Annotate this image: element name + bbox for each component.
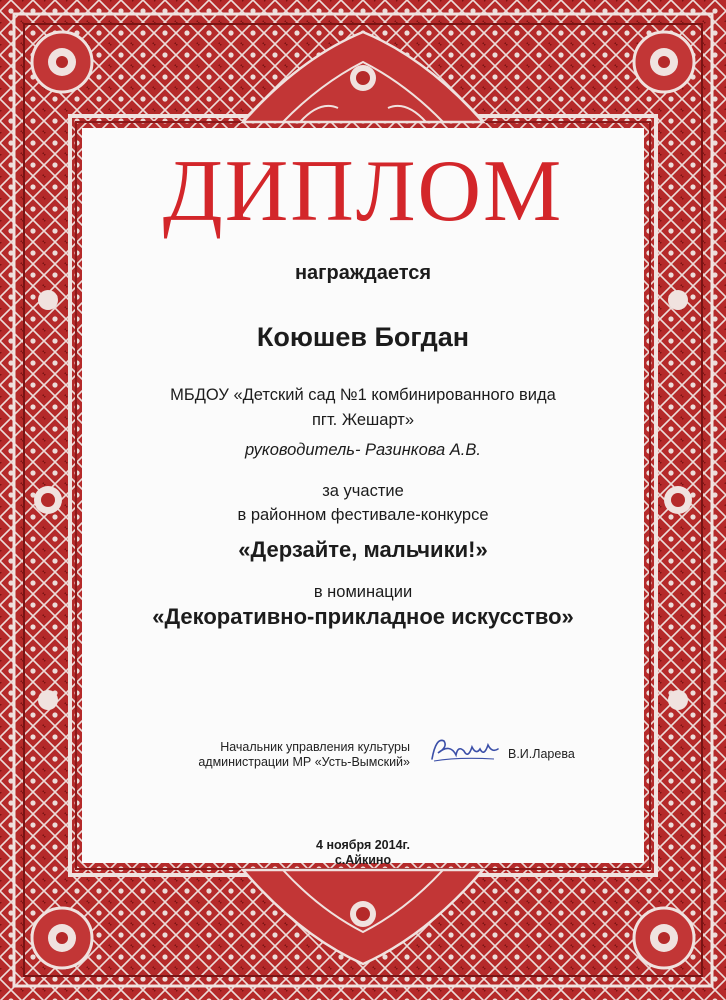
handwritten-signature [428,733,500,767]
organization-line-1: МБДОУ «Детский сад №1 комбинированного вида [170,386,556,404]
signatory-line-1: Начальник управления культуры [220,740,410,754]
festival-line: в районном фестивале-конкурсе [237,506,489,524]
awarded-label: награждается [294,262,432,284]
contest-name: «Дерзайте, мальчики!» [238,537,488,562]
participation-line: за участие [322,482,404,500]
issue-place: с.Айкино [334,853,392,867]
recipient-name: Коюшев Богдан [256,322,470,352]
organization-line-2: пгт. Жешарт» [311,411,415,429]
leader-line: руководитель- Разинкова А.В. [245,441,481,459]
signatory-line-2: администрации МР «Усть-Вымский» [198,755,410,769]
signatory-name: В.И.Ларева [508,747,575,761]
nomination-label: в номинации [313,583,413,601]
signatory-title [160,740,410,770]
nomination-name: «Декоративно-прикладное искусство» [152,604,574,629]
diploma-title: ДИПЛОМ [162,143,564,240]
issue-date: 4 ноября 2014г. [316,838,410,852]
